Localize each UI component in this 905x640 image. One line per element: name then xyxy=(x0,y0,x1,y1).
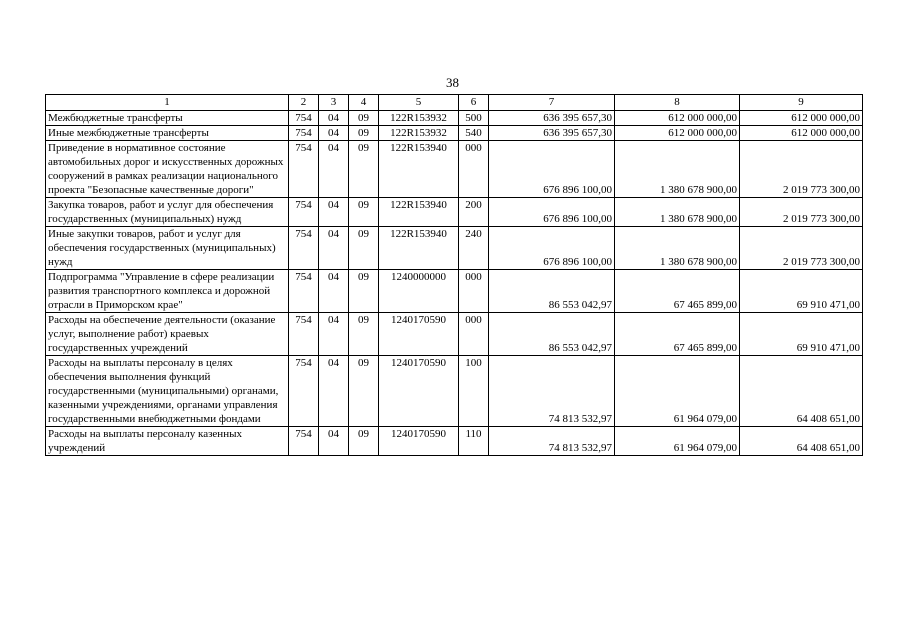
column-header: 7 xyxy=(489,95,615,111)
expense-type-cell: 500 xyxy=(459,111,489,126)
expense-type-cell: 110 xyxy=(459,427,489,456)
amount-col9-cell: 2 019 773 300,00 xyxy=(740,141,863,198)
row-name-cell: Межбюджетные трансферты xyxy=(46,111,289,126)
expense-type-cell: 000 xyxy=(459,270,489,313)
table-row xyxy=(46,126,863,141)
subsection-code-cell: 09 xyxy=(349,313,379,356)
amount-col7-cell: 676 896 100,00 xyxy=(489,198,615,227)
table-row xyxy=(46,270,863,313)
section-code-cell: 04 xyxy=(319,141,349,198)
table-row xyxy=(46,313,863,356)
amount-col7-cell: 636 395 657,30 xyxy=(489,111,615,126)
subsection-code-cell: 09 xyxy=(349,270,379,313)
amount-col9-cell: 69 910 471,00 xyxy=(740,270,863,313)
amount-col9-cell: 612 000 000,00 xyxy=(740,111,863,126)
subsection-code-cell: 09 xyxy=(349,427,379,456)
section-code-cell: 04 xyxy=(319,356,349,427)
expense-type-cell: 540 xyxy=(459,126,489,141)
row-name-cell: Расходы на обеспечение деятельности (оказание услуг, выполнение работ) краевых государственных учреждений xyxy=(46,313,289,356)
page-number: 38 xyxy=(446,75,459,90)
amount-col9-cell: 69 910 471,00 xyxy=(740,313,863,356)
amount-col7-cell: 86 553 042,97 xyxy=(489,270,615,313)
column-header: 5 xyxy=(379,95,459,111)
target-article-cell: 122R153940 xyxy=(379,198,459,227)
budget-table xyxy=(45,94,863,456)
row-name-cell: Закупка товаров, работ и услуг для обеспечения государственных (муниципальных) нужд xyxy=(46,198,289,227)
target-article-cell: 1240000000 xyxy=(379,270,459,313)
column-header: 1 xyxy=(46,95,289,111)
amount-col9-cell: 2 019 773 300,00 xyxy=(740,198,863,227)
subsection-code-cell: 09 xyxy=(349,356,379,427)
target-article-cell: 122R153932 xyxy=(379,126,459,141)
target-article-cell: 122R153940 xyxy=(379,141,459,198)
ministry-code-cell: 754 xyxy=(289,126,319,141)
expense-type-cell: 200 xyxy=(459,198,489,227)
subsection-code-cell: 09 xyxy=(349,126,379,141)
ministry-code-cell: 754 xyxy=(289,227,319,270)
amount-col8-cell: 1 380 678 900,00 xyxy=(615,227,740,270)
column-header: 8 xyxy=(615,95,740,111)
amount-col9-cell: 2 019 773 300,00 xyxy=(740,227,863,270)
target-article-cell: 1240170590 xyxy=(379,427,459,456)
amount-col8-cell: 61 964 079,00 xyxy=(615,356,740,427)
row-name-cell: Расходы на выплаты персоналу в целях обеспечения выполнения функций государственными (муниципальными) органами, казенными учреждениями, органами управления государственными внебюджетными фондами xyxy=(46,356,289,427)
column-header: 2 xyxy=(289,95,319,111)
expense-type-cell: 100 xyxy=(459,356,489,427)
ministry-code-cell: 754 xyxy=(289,427,319,456)
table-row xyxy=(46,141,863,198)
expense-type-cell: 240 xyxy=(459,227,489,270)
amount-col7-cell: 676 896 100,00 xyxy=(489,141,615,198)
amount-col7-cell: 74 813 532,97 xyxy=(489,356,615,427)
row-name-cell: Приведение в нормативное состояние автомобильных дорог и искусственных дорожных сооружений в рамках реализации национального проекта "Безопасные качественные дороги" xyxy=(46,141,289,198)
target-article-cell: 1240170590 xyxy=(379,356,459,427)
row-name-cell: Расходы на выплаты персоналу казенных учреждений xyxy=(46,427,289,456)
target-article-cell: 122R153940 xyxy=(379,227,459,270)
section-code-cell: 04 xyxy=(319,270,349,313)
subsection-code-cell: 09 xyxy=(349,141,379,198)
amount-col8-cell: 1 380 678 900,00 xyxy=(615,198,740,227)
amount-col7-cell: 74 813 532,97 xyxy=(489,427,615,456)
table-row xyxy=(46,111,863,126)
section-code-cell: 04 xyxy=(319,198,349,227)
subsection-code-cell: 09 xyxy=(349,111,379,126)
target-article-cell: 1240170590 xyxy=(379,313,459,356)
ministry-code-cell: 754 xyxy=(289,111,319,126)
column-header: 9 xyxy=(740,95,863,111)
amount-col9-cell: 64 408 651,00 xyxy=(740,427,863,456)
row-name-cell: Иные закупки товаров, работ и услуг для обеспечения государственных (муниципальных) нужд xyxy=(46,227,289,270)
header-row xyxy=(46,95,863,111)
amount-col7-cell: 676 896 100,00 xyxy=(489,227,615,270)
subsection-code-cell: 09 xyxy=(349,198,379,227)
ministry-code-cell: 754 xyxy=(289,198,319,227)
row-name-cell: Подпрограмма "Управление в сфере реализации развития транспортного комплекса и дорожной отрасли в Приморском крае" xyxy=(46,270,289,313)
section-code-cell: 04 xyxy=(319,111,349,126)
section-code-cell: 04 xyxy=(319,427,349,456)
amount-col9-cell: 64 408 651,00 xyxy=(740,356,863,427)
amount-col8-cell: 1 380 678 900,00 xyxy=(615,141,740,198)
amount-col8-cell: 61 964 079,00 xyxy=(615,427,740,456)
section-code-cell: 04 xyxy=(319,227,349,270)
column-header: 4 xyxy=(349,95,379,111)
ministry-code-cell: 754 xyxy=(289,141,319,198)
ministry-code-cell: 754 xyxy=(289,356,319,427)
row-name-cell: Иные межбюджетные трансферты xyxy=(46,126,289,141)
ministry-code-cell: 754 xyxy=(289,270,319,313)
table-row xyxy=(46,227,863,270)
column-header: 3 xyxy=(319,95,349,111)
target-article-cell: 122R153932 xyxy=(379,111,459,126)
amount-col7-cell: 636 395 657,30 xyxy=(489,126,615,141)
table-row xyxy=(46,427,863,456)
amount-col9-cell: 612 000 000,00 xyxy=(740,126,863,141)
section-code-cell: 04 xyxy=(319,313,349,356)
amount-col8-cell: 67 465 899,00 xyxy=(615,313,740,356)
column-header: 6 xyxy=(459,95,489,111)
amount-col8-cell: 67 465 899,00 xyxy=(615,270,740,313)
table-row xyxy=(46,356,863,427)
expense-type-cell: 000 xyxy=(459,313,489,356)
table-row xyxy=(46,198,863,227)
amount-col8-cell: 612 000 000,00 xyxy=(615,111,740,126)
ministry-code-cell: 754 xyxy=(289,313,319,356)
amount-col7-cell: 86 553 042,97 xyxy=(489,313,615,356)
subsection-code-cell: 09 xyxy=(349,227,379,270)
expense-type-cell: 000 xyxy=(459,141,489,198)
section-code-cell: 04 xyxy=(319,126,349,141)
amount-col8-cell: 612 000 000,00 xyxy=(615,126,740,141)
